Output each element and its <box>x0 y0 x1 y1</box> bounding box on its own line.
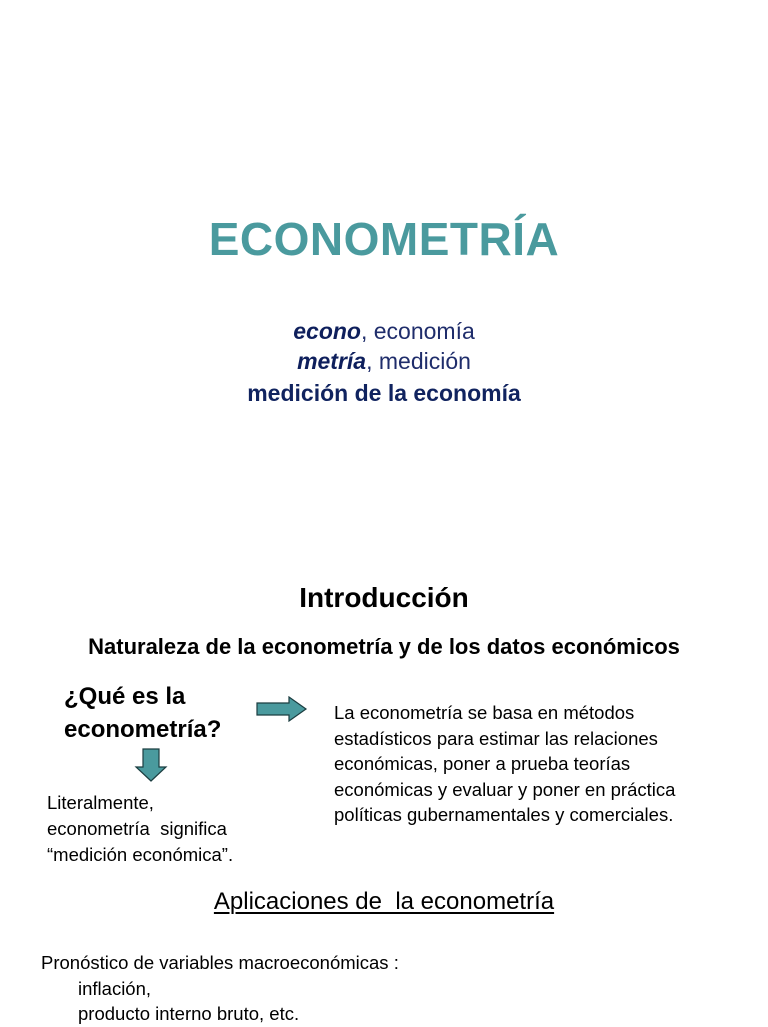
literal-meaning <box>47 790 233 868</box>
etymology-summary: medición de la economía <box>247 380 521 406</box>
forecast-line-3: producto interno bruto, etc. <box>78 1003 300 1024</box>
intro-heading: Introducción <box>299 582 469 613</box>
etymology-line-econo <box>0 318 768 345</box>
definition-line-3: económicas, poner a prueba teorías <box>334 753 631 774</box>
page-title: ECONOMETRÍA <box>208 213 560 265</box>
definition-line-4: económicas y evaluar y poner en práctica <box>334 778 676 800</box>
question-line-1: ¿Qué es la <box>64 683 186 710</box>
definition-text <box>334 700 744 828</box>
applications-heading-text: Aplicaciones de la econometría <box>213 888 555 915</box>
question-line-2: econometría? <box>64 716 222 743</box>
etymology-meaning-econo: , economía <box>360 318 475 344</box>
literal-line-1: Literalmente, <box>47 792 154 813</box>
arrow-down-icon <box>134 748 168 782</box>
applications-heading <box>0 888 768 916</box>
question-block <box>64 680 221 746</box>
nature-heading: Naturaleza de la econometría y de los datos económicos <box>88 634 680 659</box>
etymology-term-metria: metría <box>297 348 367 374</box>
forecast-block <box>41 950 399 1027</box>
definition-line-5: políticas gubernamentales y comerciales. <box>334 804 674 825</box>
forecast-line-2: inflación, <box>78 977 152 999</box>
definition-line-1: La econometría se basa en métodos <box>334 702 635 723</box>
literal-line-2: econometría significa <box>47 818 227 839</box>
etymology-meaning-metria: , medición <box>366 348 471 374</box>
etymology-term-econo: econo <box>293 318 361 344</box>
etymology-line-metria <box>0 348 768 375</box>
literal-line-3: “medición económica”. <box>47 844 234 865</box>
definition-line-2: estadísticos para estimar las relaciones <box>334 727 658 749</box>
forecast-line-1: Pronóstico de variables macroeconómicas : <box>41 952 399 973</box>
arrow-right-icon <box>256 696 308 722</box>
